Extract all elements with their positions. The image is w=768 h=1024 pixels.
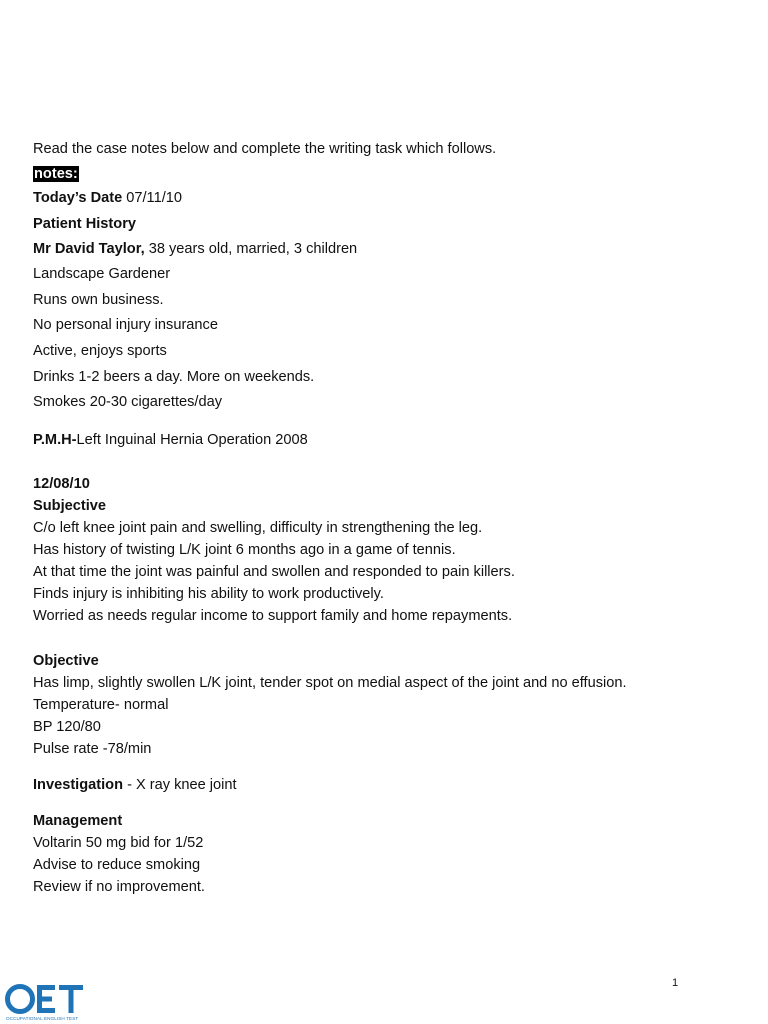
subjective-line: Worried as needs regular income to support family and home repayments. xyxy=(33,608,513,624)
subjective-line: Finds injury is inhibiting his ability to work productively. xyxy=(33,586,384,602)
history-line: Active, enjoys sports xyxy=(33,343,167,359)
oet-logo-o-ring xyxy=(8,987,33,1012)
oet-logo-e-mid xyxy=(37,997,52,1002)
investigation-value: - X ray knee joint xyxy=(123,777,237,793)
subjective-line: At that time the joint was painful and swollen and responded to pain killers. xyxy=(33,564,515,580)
history-line: Runs own business. xyxy=(33,292,164,308)
notes-label-line xyxy=(33,165,79,183)
management-line: Voltarin 50 mg bid for 1/52 xyxy=(33,835,204,851)
pmh-value: Left Inguinal Hernia Operation 2008 xyxy=(76,432,308,448)
history-line: Landscape Gardener xyxy=(33,266,171,282)
todays-date-line xyxy=(33,189,182,207)
investigation-line xyxy=(33,776,237,794)
patient-details: 38 years old, married, 3 children xyxy=(144,241,358,257)
management-heading: Management xyxy=(33,813,123,829)
management-line: Review if no improvement. xyxy=(33,879,205,895)
oet-logo-subtitle: OCCUPATIONAL ENGLISH TEST xyxy=(6,1016,79,1021)
objective-heading: Objective xyxy=(33,653,99,669)
objective-line: Pulse rate -78/min xyxy=(33,741,152,757)
history-line: Drinks 1-2 beers a day. More on weekends. xyxy=(33,369,315,385)
history-line: No personal injury insurance xyxy=(33,317,218,333)
todays-date-label: Today’s Date xyxy=(33,190,123,206)
investigation-label: Investigation xyxy=(33,777,124,793)
todays-date-value: 07/11/10 xyxy=(122,190,182,206)
management-line: Advise to reduce smoking xyxy=(33,857,201,873)
oet-logo-e-top xyxy=(37,985,55,990)
subjective-line: C/o left knee joint pain and swelling, difficulty in strengthening the leg. xyxy=(33,520,483,536)
objective-line: Temperature- normal xyxy=(33,697,169,713)
subjective-heading: Subjective xyxy=(33,498,106,514)
intro-text: Read the case notes below and complete the writing task which follows. xyxy=(33,141,497,157)
objective-line: BP 120/80 xyxy=(33,719,101,735)
oet-logo-mark xyxy=(5,982,87,1016)
oet-logo-t-stem xyxy=(69,985,74,1013)
page-number: 1 xyxy=(672,977,679,989)
oet-logo-e-bottom xyxy=(37,1008,55,1013)
pmh-line xyxy=(33,431,308,449)
objective-line: Has limp, slightly swollen L/K joint, tender spot on medial aspect of the joint and no effusion. xyxy=(33,675,627,691)
patient-history-heading: Patient History xyxy=(33,216,136,232)
patient-name-line xyxy=(33,240,357,258)
pmh-label: P.M.H- xyxy=(33,432,77,448)
subjective-line: Has history of twisting L/K joint 6 months ago in a game of tennis. xyxy=(33,542,456,558)
visit-date: 12/08/10 xyxy=(33,476,90,492)
history-line: Smokes 20-30 cigarettes/day xyxy=(33,394,223,410)
patient-name: Mr David Taylor, xyxy=(33,241,145,257)
notes-label: notes: xyxy=(34,166,78,182)
oet-logo xyxy=(5,982,87,1022)
